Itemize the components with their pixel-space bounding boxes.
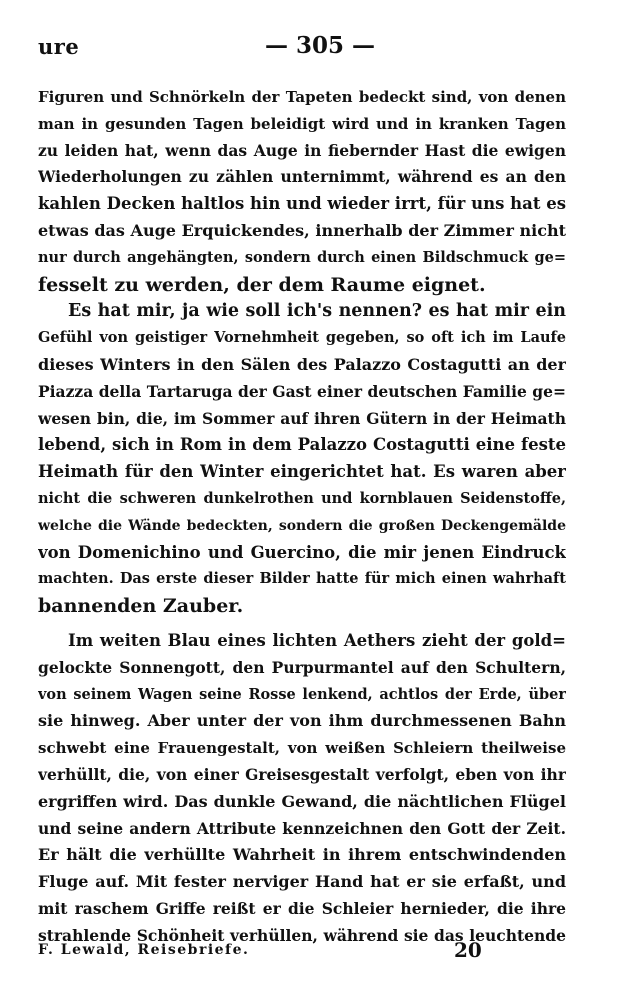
text-line: Im weiten Blau eines lichten Aethers zieht der gold= bbox=[68, 630, 566, 650]
text-line: von seinem Wagen seine Rosse lenkend, achtlos der Erde, über bbox=[38, 685, 566, 703]
text-line: Wiederholungen zu zählen unternimmt, während es an den bbox=[38, 167, 566, 187]
text-line: Fluge auf. Mit fester nerviger Hand hat er sie erfaßt, und bbox=[38, 872, 566, 892]
text-line: bannenden Zauber. bbox=[38, 595, 244, 618]
text-line: lebend, sich in Rom in dem Palazzo Costagutti eine feste bbox=[38, 435, 566, 455]
text-line: gelockte Sonnengott, den Purpurmantel auf den Schultern, bbox=[38, 657, 566, 677]
text-line: fesselt zu werden, der dem Raume eignet. bbox=[38, 273, 486, 296]
body-text bbox=[38, 84, 566, 950]
text-line: schwebt eine Frauengestalt, von weißen Schleiern theilweise bbox=[38, 739, 566, 758]
text-line: ergriffen wird. Das dunkle Gewand, die nächtlichen Flügel bbox=[38, 791, 566, 811]
text-line: Piazza della Tartaruga der Gast einer deutschen Familie ge= bbox=[38, 381, 566, 401]
paragraph-gap bbox=[38, 620, 566, 628]
text-line: nur durch angehängten, sondern durch einen Bildschmuck ge= bbox=[38, 248, 566, 266]
text-line: Gefühl von geistiger Vornehmheit gegeben, so oft ich im Laufe bbox=[38, 329, 566, 347]
text-line: und seine andern Attribute kennzeichnen den Gott der Zeit. bbox=[38, 818, 566, 838]
text-line: machten. Das erste dieser Bilder hatte für mich einen wahrhaft bbox=[38, 570, 566, 588]
text-line: von Domenichino und Guercino, die mir jenen Eindruck bbox=[38, 542, 566, 562]
footer-sheet-number: 20 bbox=[454, 938, 482, 962]
page-number: — 305 — bbox=[264, 32, 376, 59]
text-line: Figuren und Schnörkeln der Tapeten bedeckt sind, von denen bbox=[38, 88, 566, 106]
text-line: strahlende Schönheit verhüllen, während sie das leuchtende bbox=[38, 925, 566, 945]
text-line: wesen bin, die, im Sommer auf ihren Gütern in der Heimath bbox=[38, 408, 566, 428]
text-line: Heimath für den Winter eingerichtet hat. Es waren aber bbox=[38, 462, 566, 482]
text-line: zu leiden hat, wenn das Auge in fiebernder Hast die ewigen bbox=[38, 140, 566, 160]
footer-signature: F. Lewald, Reisebriefe. bbox=[38, 942, 250, 958]
text-line: verhüllt, die, von einer Greisesgestalt verfolgt, eben von ihr bbox=[38, 764, 566, 784]
text-line: kahlen Decken haltlos hin und wieder irrt, für uns hat es bbox=[38, 194, 566, 214]
text-line: mit raschem Griffe reißt er die Schleier hernieder, die ihre bbox=[38, 898, 566, 918]
text-line: welche die Wände bedeckten, sondern die großen Deckengemälde bbox=[38, 517, 566, 534]
text-line: nicht die schweren dunkelrothen und kornblauen Seidenstoffe, bbox=[38, 489, 566, 507]
text-line: sie hinweg. Aber unter der von ihm durchmessenen Bahn bbox=[38, 711, 566, 731]
text-line: etwas das Auge Erquickendes, innerhalb der Zimmer nicht bbox=[38, 220, 566, 240]
text-line: Es hat mir, ja wie soll ich's nennen? es hat mir ein bbox=[68, 301, 566, 322]
text-line: Er hält die verhüllte Wahrheit in ihrem entschwindenden bbox=[38, 845, 566, 865]
text-line: dieses Winters in den Sälen des Palazzo Costagutti an der bbox=[38, 354, 566, 374]
header-left-text: ure bbox=[38, 34, 80, 59]
text-line: man in gesunden Tagen beleidigt wird und in kranken Tagen bbox=[38, 114, 566, 133]
